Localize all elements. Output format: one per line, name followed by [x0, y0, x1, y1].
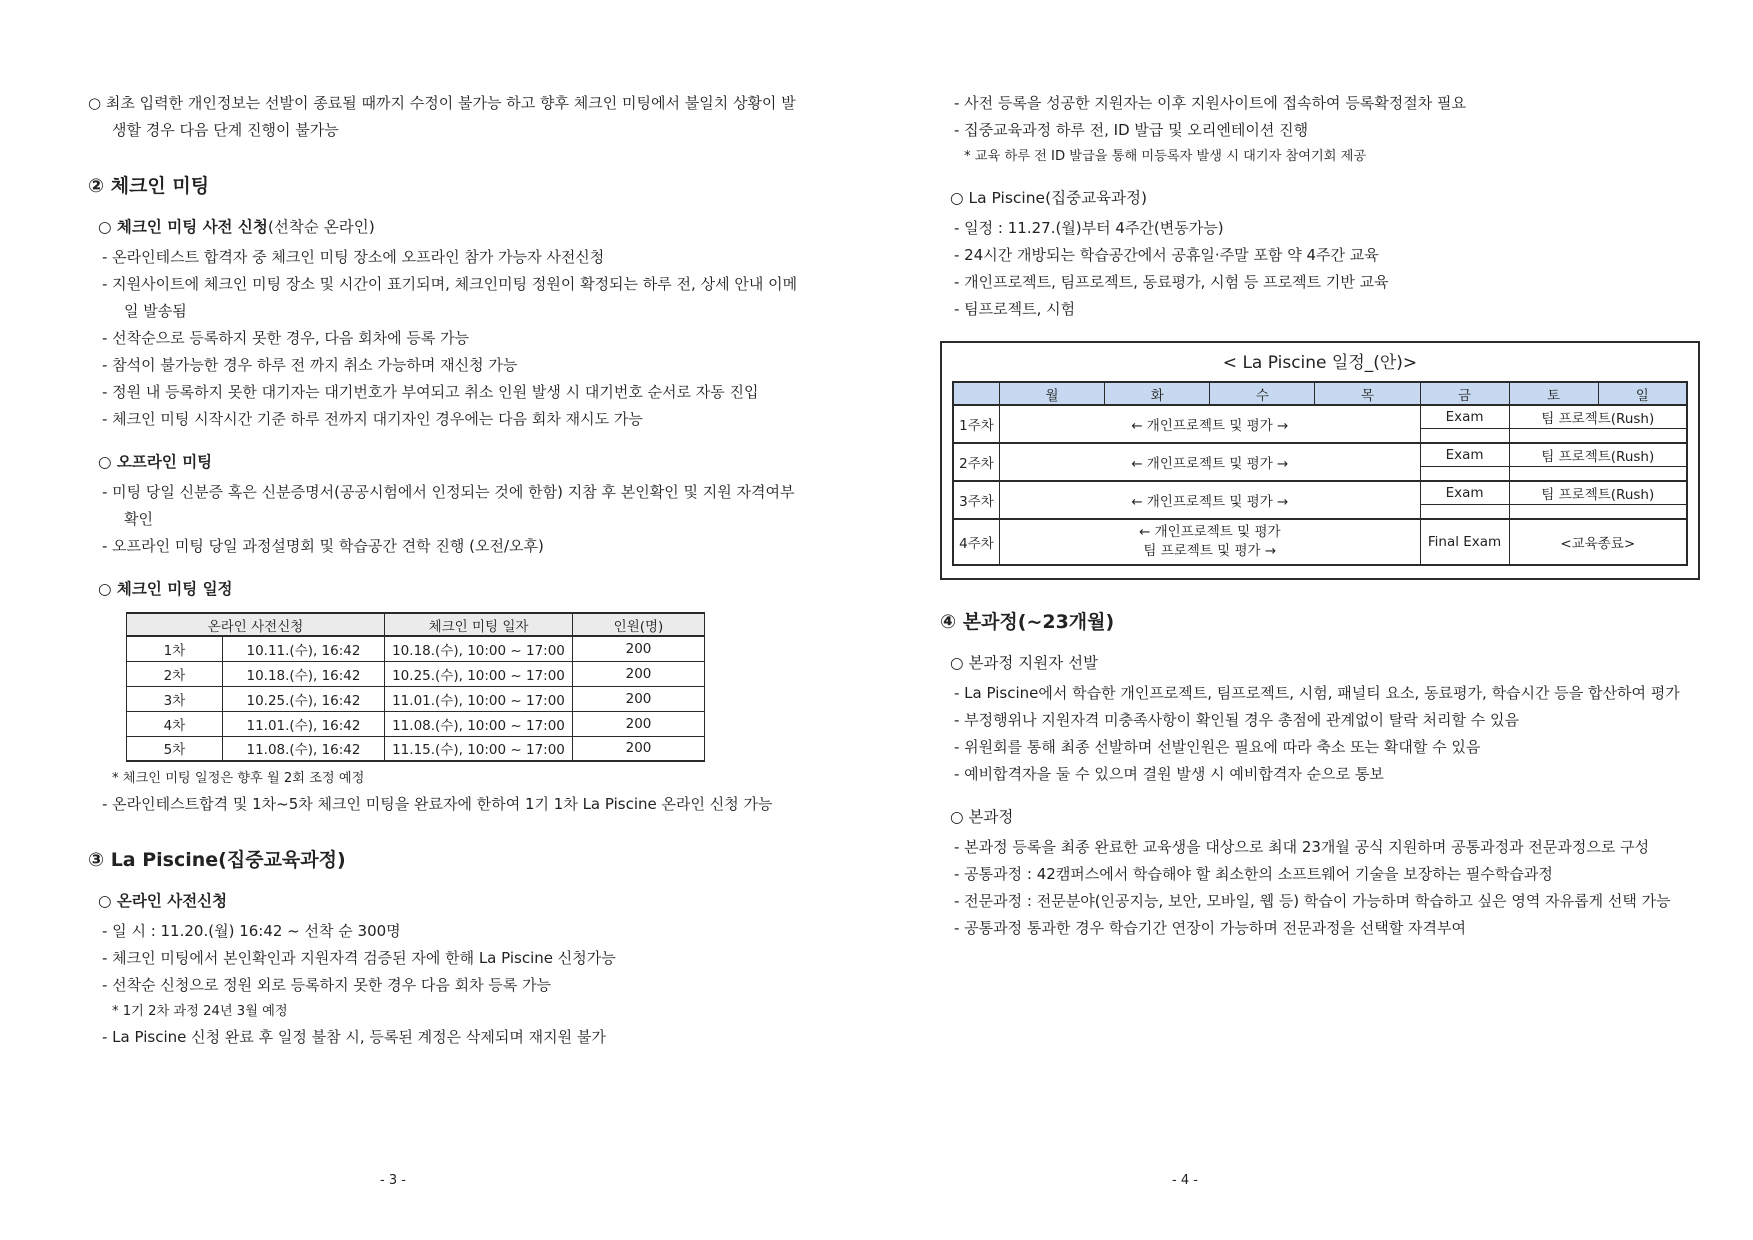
cell-week-main — [1000, 519, 1421, 565]
cell-week-main: ← 개인프로젝트 및 평가 → — [1000, 405, 1421, 443]
cell-empty — [1420, 428, 1509, 443]
bullet-line: - 선착순으로 등록하지 못한 경우, 다음 회차에 등록 가능 — [102, 329, 470, 347]
bullet-line: - 선착순 신청으로 정원 외로 등록하지 못한 경우 다음 회차 등록 가능 — [102, 976, 552, 994]
cell-count: 200 — [573, 661, 705, 686]
table-footnote: * 체크인 미팅 일정은 향후 월 2회 조정 예정 — [112, 771, 365, 786]
checkin-apply-head: ○ 체크인 미팅 사전 신청 — [98, 218, 268, 236]
section-2-heading: ② 체크인 미팅 — [88, 175, 210, 197]
cell-count: 200 — [573, 736, 705, 761]
bullet-line: - 정원 내 등록하지 못한 대기자는 대기번호가 부여되고 취소 인원 발생 시 대기번호 순서로 자동 진입 — [102, 383, 759, 401]
cell-weekend: 팀 프로젝트(Rush) — [1509, 443, 1687, 466]
cell-round: 4차 — [127, 711, 223, 736]
table-row — [127, 661, 705, 686]
cell-count: 200 — [573, 686, 705, 711]
col-header-thu: 목 — [1315, 382, 1420, 405]
cell-apply: 11.01.(수), 16:42 — [223, 711, 385, 736]
checkin-apply-head-suffix: (선착순 온라인) — [267, 218, 375, 236]
page-number: - 4 - — [1172, 1173, 1198, 1188]
week-row — [953, 481, 1687, 504]
cell-week-label: 3주차 — [953, 481, 1000, 519]
cell-exam: Exam — [1420, 481, 1509, 504]
cell-empty — [1420, 504, 1509, 519]
bullet-line: - 팀프로젝트, 시험 — [954, 300, 1076, 318]
bullet-line: - 온라인테스트 합격자 중 체크인 미팅 장소에 오프라인 참가 가능자 사전신청 — [102, 248, 605, 266]
cell-meeting: 11.01.(수), 10:00 ~ 17:00 — [385, 686, 573, 711]
cell-meeting: 11.15.(수), 10:00 ~ 17:00 — [385, 736, 573, 761]
piscine-table-title: < La Piscine 일정_(안)> — [1222, 353, 1418, 373]
cell-empty — [1509, 504, 1687, 519]
bullet-line: - 24시간 개방되는 학습공간에서 공휴일·주말 포함 약 4주간 교육 — [954, 246, 1379, 264]
col-header-meeting-date: 체크인 미팅 일자 — [385, 613, 573, 636]
checkin-apply-heading — [98, 214, 803, 240]
page-number: - 3 - — [380, 1173, 406, 1188]
bullet-line: - La Piscine 신청 완료 후 일정 불참 시, 등록된 계정은 삭제되며 재지원 불가 — [102, 1028, 606, 1046]
col-header-online-apply: 온라인 사전신청 — [127, 613, 385, 636]
bullet-line: - 공통과정 통과한 경우 학습기간 연장이 가능하며 전문과정을 선택할 자격부여 — [954, 919, 1467, 937]
online-apply-heading: ○ 온라인 사전신청 — [98, 892, 228, 910]
cell-apply: 10.11.(수), 16:42 — [223, 636, 385, 661]
cell-meeting: 11.08.(수), 10:00 ~ 17:00 — [385, 711, 573, 736]
cell-empty — [1509, 466, 1687, 481]
table-header-row — [127, 613, 705, 636]
table-row — [127, 736, 705, 761]
cell-round: 5차 — [127, 736, 223, 761]
selection-heading: ○ 본과정 지원자 선발 — [950, 654, 1099, 672]
cell-apply: 11.08.(수), 16:42 — [223, 736, 385, 761]
cell-round: 2차 — [127, 661, 223, 686]
cell-week-label: 2주차 — [953, 443, 1000, 481]
cell-week-label: 4주차 — [953, 519, 1000, 565]
bullet-line: - 지원사이트에 체크인 미팅 장소 및 시간이 표기되며, 체크인미팅 정원이 확정되는 하루 전, 상세 안내 이메일 발송됨 — [102, 275, 798, 320]
checkin-schedule-table — [126, 612, 705, 762]
cell-apply: 10.18.(수), 16:42 — [223, 661, 385, 686]
week-row — [953, 405, 1687, 428]
bullet-line: - 참석이 불가능한 경우 하루 전 까지 취소 가능하며 재신청 가능 — [102, 356, 518, 374]
bullet-line: - 부정행위나 지원자격 미충족사항이 확인될 경우 총점에 관계없이 탈락 처리할 수 있음 — [954, 711, 1520, 729]
bullet-line: - 오프라인 미팅 당일 과정설명회 및 학습공간 견학 진행 (오전/오후) — [102, 537, 544, 555]
cell-week-main-line1: ← 개인프로젝트 및 평가 — [1139, 524, 1281, 540]
bullet-line: - 체크인 미팅에서 본인확인과 지원자격 검증된 자에 한해 La Piscine 신청가능 — [102, 949, 616, 967]
cell-empty — [1509, 428, 1687, 443]
offline-meeting-heading: ○ 오프라인 미팅 — [98, 453, 213, 471]
cell-weekend: 팀 프로젝트(Rush) — [1509, 481, 1687, 504]
col-header-sun: 일 — [1598, 382, 1687, 405]
footnote: * 1기 2차 과정 24년 3월 예정 — [112, 1004, 288, 1019]
footnote: * 교육 하루 전 ID 발급을 통해 미등록자 발생 시 대기자 참여기회 제공 — [964, 149, 1367, 164]
bullet-line: - 개인프로젝트, 팀프로젝트, 동료평가, 시험 등 프로젝트 기반 교육 — [954, 273, 1389, 291]
week-row — [953, 443, 1687, 466]
cell-count: 200 — [573, 636, 705, 661]
cell-meeting: 10.25.(수), 10:00 ~ 17:00 — [385, 661, 573, 686]
col-header-wed: 수 — [1210, 382, 1315, 405]
piscine-schedule-box — [940, 341, 1700, 580]
piscine-schedule-table — [952, 381, 1688, 566]
cell-final-exam: Final Exam — [1420, 519, 1509, 565]
bullet-line: - La Piscine에서 학습한 개인프로젝트, 팀프로젝트, 시험, 패널티 요소, 동료평가, 학습시간 등을 합산하여 평가 — [954, 684, 1680, 702]
bullet-line: - 일 시 : 11.20.(월) 16:42 ~ 선착 순 300명 — [102, 922, 401, 940]
cell-apply: 10.25.(수), 16:42 — [223, 686, 385, 711]
table-row — [127, 711, 705, 736]
table-row — [127, 636, 705, 661]
intro-paragraph: ○ 최초 입력한 개인정보는 선발이 종료될 때까지 수정이 불가능 하고 향후 체크인 미팅에서 불일치 상황이 발생할 경우 다음 단계 진행이 불가능 — [88, 94, 796, 139]
bullet-line: - 사전 등록을 성공한 지원자는 이후 지원사이트에 접속하여 등록확정절차 필요 — [954, 94, 1467, 112]
cell-meeting: 10.18.(수), 10:00 ~ 17:00 — [385, 636, 573, 661]
cell-week-main: ← 개인프로젝트 및 평가 → — [1000, 443, 1421, 481]
bullet-line: - 예비합격자을 둘 수 있으며 결원 발생 시 예비합격자 순으로 통보 — [954, 765, 1384, 783]
checkin-schedule-heading: ○ 체크인 미팅 일정 — [98, 580, 233, 598]
table-row — [127, 686, 705, 711]
cell-week-main: ← 개인프로젝트 및 평가 → — [1000, 481, 1421, 519]
col-header-tue: 화 — [1105, 382, 1210, 405]
col-header-week — [953, 382, 1000, 405]
cell-exam: Exam — [1420, 443, 1509, 466]
piscine-header-row — [953, 382, 1687, 405]
cell-week-label: 1주차 — [953, 405, 1000, 443]
bullet-line: - 미팅 당일 신분증 혹은 신분증명서(공공시험에서 인정되는 것에 한함) 지참 후 본인확인 및 지원 자격여부 확인 — [102, 483, 795, 528]
bullet-line: - 본과정 등록을 최종 완료한 교육생을 대상으로 최대 23개월 공식 지원하며 공통과정과 전문과정으로 구성 — [954, 838, 1650, 856]
col-header-sat: 토 — [1509, 382, 1598, 405]
cell-weekend: 팀 프로젝트(Rush) — [1509, 405, 1687, 428]
cell-exam: Exam — [1420, 405, 1509, 428]
col-header-count: 인원(명) — [573, 613, 705, 636]
bullet-line: - 일정 : 11.27.(월)부터 4주간(변동가능) — [954, 219, 1224, 237]
cell-course-end: <교육종료> — [1509, 519, 1687, 565]
cell-round: 3차 — [127, 686, 223, 711]
week-row — [953, 519, 1687, 565]
section-3-heading: ③ La Piscine(집중교육과정) — [88, 849, 346, 871]
bullet-line: - 체크인 미팅 시작시간 기준 하루 전까지 대기자인 경우에는 다음 회차 재시도 가능 — [102, 410, 643, 428]
bullet-line: - 집중교육과정 하루 전, ID 발급 및 오리엔테이션 진행 — [954, 121, 1309, 139]
section-4-heading: ④ 본과정(~23개월) — [940, 611, 1115, 633]
page-4 — [877, 0, 1753, 1240]
col-header-fri: 금 — [1420, 382, 1509, 405]
bullet-line: - 공통과정 : 42캠퍼스에서 학습해야 할 최소한의 소프트웨어 기술을 보장하는 필수학습과정 — [954, 865, 1553, 883]
bullet-line: - 전문과정 : 전문분야(인공지능, 보안, 모바일, 웹 등) 학습이 가능하며 학습하고 싶은 영역 자유롭게 선택 가능 — [954, 892, 1671, 910]
cell-count: 200 — [573, 711, 705, 736]
col-header-mon: 월 — [1000, 382, 1105, 405]
bullet-line: - 위원회를 통해 최종 선발하며 선발인원은 필요에 따라 축소 또는 확대할 수 있음 — [954, 738, 1481, 756]
piscine-intro-heading: ○ La Piscine(집중교육과정) — [950, 189, 1148, 207]
main-course-heading: ○ 본과정 — [950, 808, 1014, 826]
cell-empty — [1420, 466, 1509, 481]
cell-week-main-line2: 팀 프로젝트 및 평가 → — [1143, 543, 1277, 559]
cell-round: 1차 — [127, 636, 223, 661]
bullet-line: - 온라인테스트합격 및 1차~5차 체크인 미팅을 완료자에 한하여 1기 1차 La Piscine 온라인 신청 가능 — [102, 795, 773, 813]
